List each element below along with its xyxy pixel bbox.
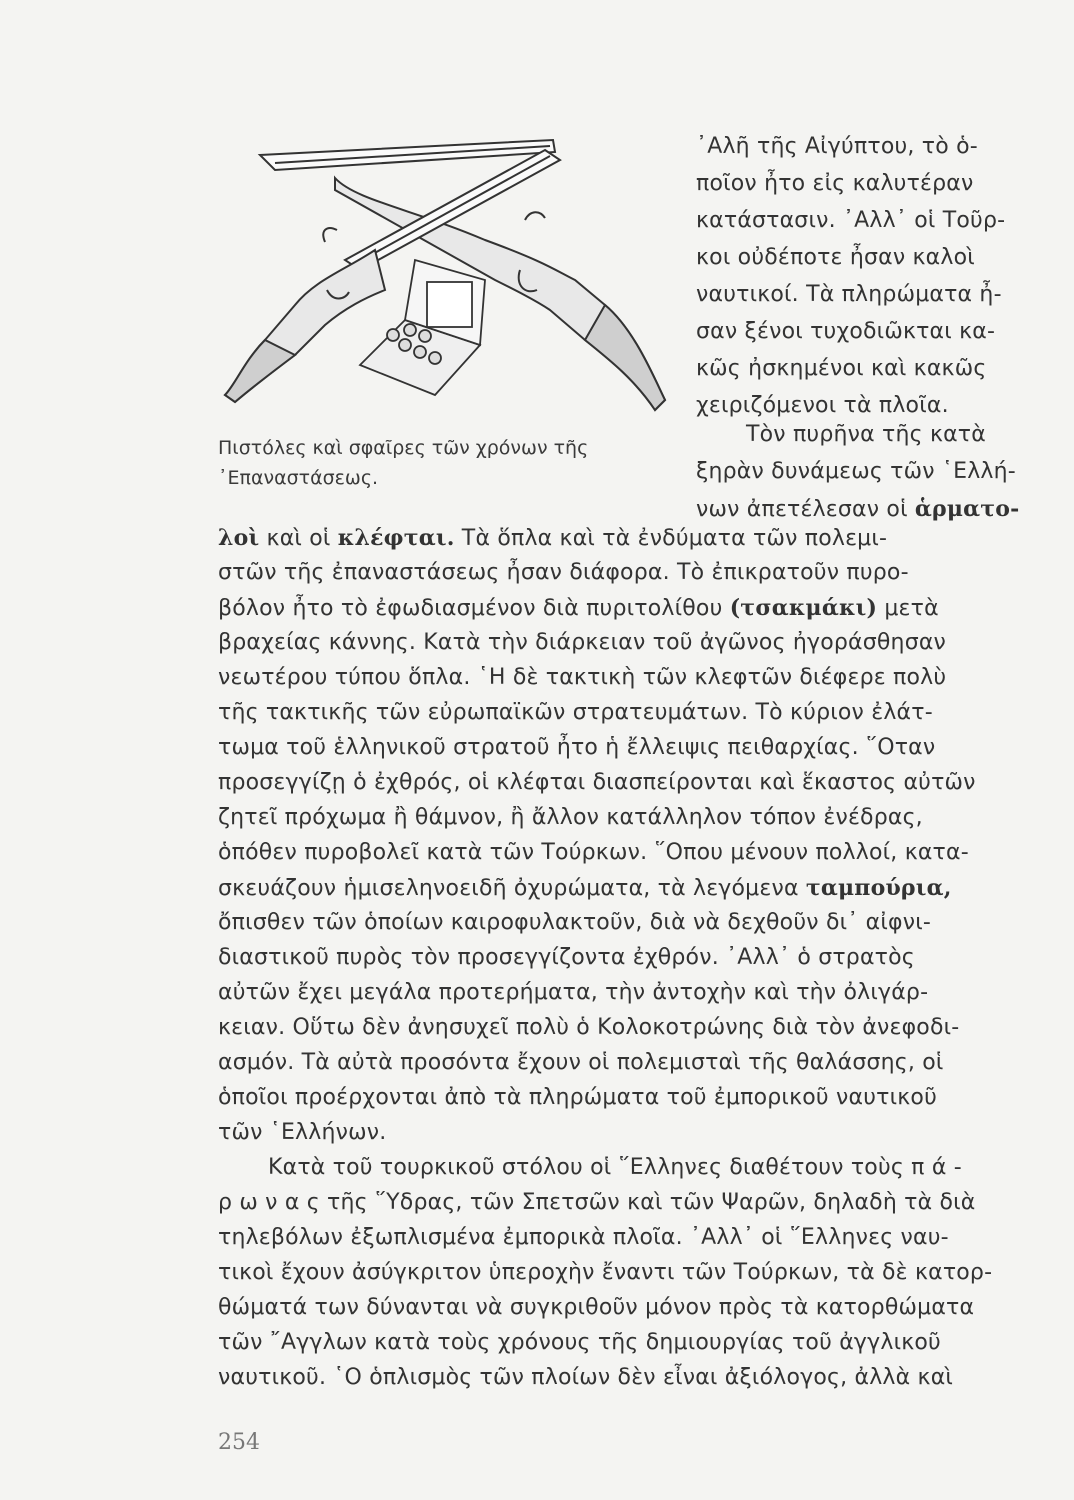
text-line: Κατὰ τοῦ τουρκικοῦ στόλου οἱ ῞Ελληνες διαθέτουν τοὺς π ά - xyxy=(268,1155,962,1180)
text-run: Τὰ ὅπλα καὶ τὰ ἐνδύματα τῶν πολεμι- xyxy=(454,526,888,551)
text-line: ὄπισθεν τῶν ὁποίων καιροφυλακτοῦν, διὰ νὰ δεχθοῦν δι᾿ αἰφνι- xyxy=(218,910,931,935)
text-line: σαν ξένοι τυχοδιῶκται κα- xyxy=(696,319,996,344)
text-line: τῆς τακτικῆς τῶν εὐρωπαϊκῶν στρατευμάτων. Τὸ κύριον ἐλάτ- xyxy=(218,700,933,725)
bold-term: λοὶ xyxy=(218,525,260,551)
text-line: στῶν τῆς ἐπαναστάσεως ἦσαν διάφορα. Τὸ ἐπικρατοῦν πυρο- xyxy=(218,560,909,585)
text-line xyxy=(218,595,939,621)
bold-term: (τσακμάκι) xyxy=(729,595,878,621)
text-run: νων ἀπετέλεσαν οἱ xyxy=(696,497,915,522)
text-run: καὶ οἱ xyxy=(259,526,338,551)
page-number: 254 xyxy=(218,1430,260,1455)
text-line: τηλεβόλων ἐξωπλισμένα ἐμπορικὰ πλοῖα. ᾿Αλλ᾿ οἱ ῞Ελληνες ναυ- xyxy=(218,1225,949,1250)
text-line: ὁπόθεν πυροβολεῖ κατὰ τῶν Τούρκων. ῞Οπου μένουν πολλοί, κατα- xyxy=(218,840,969,865)
bold-term: ἁρματο- xyxy=(914,496,1020,522)
text-line: κειαν. Οὕτω δὲν ἀνησυχεῖ πολὺ ὁ Κολοκοτρώνης διὰ τὸν ἀνεφοδι- xyxy=(218,1015,960,1040)
text-line: ασμόν. Τὰ αὐτὰ προσόντα ἔχουν οἱ πολεμισταὶ τῆς θαλάσσης, οἱ xyxy=(218,1050,944,1075)
bold-term: ταμπούρια, xyxy=(805,875,952,901)
text-line xyxy=(696,496,1020,522)
text-run: μετὰ xyxy=(877,596,939,621)
caption-line: ᾿Επαναστάσεως. xyxy=(218,467,379,489)
text-line: τῶν ῎Αγγλων κατὰ τοὺς χρόνους τῆς δημιουργίας τοῦ ἀγγλικοῦ xyxy=(218,1330,941,1355)
bold-term: κλέφται. xyxy=(337,525,455,551)
crossed-pistols-drawing xyxy=(215,130,675,420)
text-line: κοι οὐδέποτε ἦσαν καλοὶ xyxy=(696,245,975,270)
text-line: τωμα τοῦ ἑλληνικοῦ στρατοῦ ἦτο ἡ ἔλλειψις πειθαρχίας. ῞Οταν xyxy=(218,735,936,760)
pistols-illustration xyxy=(215,130,675,420)
text-line xyxy=(218,875,952,901)
text-line: ζητεῖ πρόχωμα ἢ θάμνον, ἢ ἄλλον κατάλληλον τόπον ἐνέδρας, xyxy=(218,805,923,830)
text-line: ὁποῖοι προέρχονται ἀπὸ τὰ πληρώματα τοῦ ἐμπορικοῦ ναυτικοῦ xyxy=(218,1085,937,1110)
text-line: Τὸν πυρῆνα τῆς κατὰ xyxy=(746,422,986,447)
text-line: διαστικοῦ πυρὸς τὸν προσεγγίζοντα ἐχθρόν. ᾿Αλλ᾿ ὁ στρατὸς xyxy=(218,945,915,970)
text-line: χειριζόμενοι τὰ πλοῖα. xyxy=(696,393,949,418)
text-line: ξηρὰν δυνάμεως τῶν ῾Ελλή- xyxy=(696,459,1016,484)
text-line: ναυτικοῦ. ῾Ο ὁπλισμὸς τῶν πλοίων δὲν εἶναι ἀξιόλογος, ἀλλὰ καὶ xyxy=(218,1365,954,1390)
text-line: κῶς ἠσκημένοι καὶ κακῶς xyxy=(696,356,987,381)
text-line: κατάστασιν. ᾿Αλλ᾿ οἱ Τοῦρ- xyxy=(696,208,1006,233)
text-line: βραχείας κάννης. Κατὰ τὴν διάρκειαν τοῦ ἀγῶνος ἠγοράσθησαν xyxy=(218,630,947,655)
text-line xyxy=(218,525,887,551)
text-run: βόλον ἦτο τὸ ἐφωδιασμένον διὰ πυριτολίθου xyxy=(218,596,730,621)
text-line: ποῖον ἦτο εἰς καλυτέραν xyxy=(696,171,974,196)
figure-caption xyxy=(218,433,638,493)
text-line: ρ ω ν α ς τῆς ῞Υδρας, τῶν Σπετσῶν καὶ τῶν Ψαρῶν, δηλαδὴ τὰ διὰ xyxy=(218,1190,976,1215)
text-line: ναυτικοί. Τὰ πληρώματα ἦ- xyxy=(696,282,1002,307)
text-line: τῶν ῾Ελλήνων. xyxy=(218,1120,387,1145)
text-line: αὐτῶν ἔχει μεγάλα προτερήματα, τὴν ἀντοχὴν καὶ τὴν ὀλιγάρ- xyxy=(218,980,929,1005)
caption-line: Πιστόλες καὶ σφαῖρες τῶν χρόνων τῆς xyxy=(218,437,589,459)
text-line: θώματά των δύνανται νὰ συγκριθοῦν μόνον πρὸς τὰ κατορθώματα xyxy=(218,1295,975,1320)
text-line: προσεγγίζῃ ὁ ἐχθρός, οἱ κλέφται διασπείρονται καὶ ἕκαστος αὐτῶν xyxy=(218,770,976,795)
text-line: ᾿Αλῆ τῆς Αἰγύπτου, τὸ ὁ- xyxy=(696,134,978,159)
text-run: σκευάζουν ἡμισεληνοειδῆ ὀχυρώματα, τὰ λεγόμενα xyxy=(218,876,806,901)
text-line: τικοὶ ἔχουν ἀσύγκριτον ὑπεροχὴν ἔναντι τῶν Τούρκων, τὰ δὲ κατορ- xyxy=(218,1260,993,1285)
text-line: νεωτέρου τύπου ὅπλα. ῾Η δὲ τακτικὴ τῶν κλεφτῶν διέφερε πολὺ xyxy=(218,665,947,690)
